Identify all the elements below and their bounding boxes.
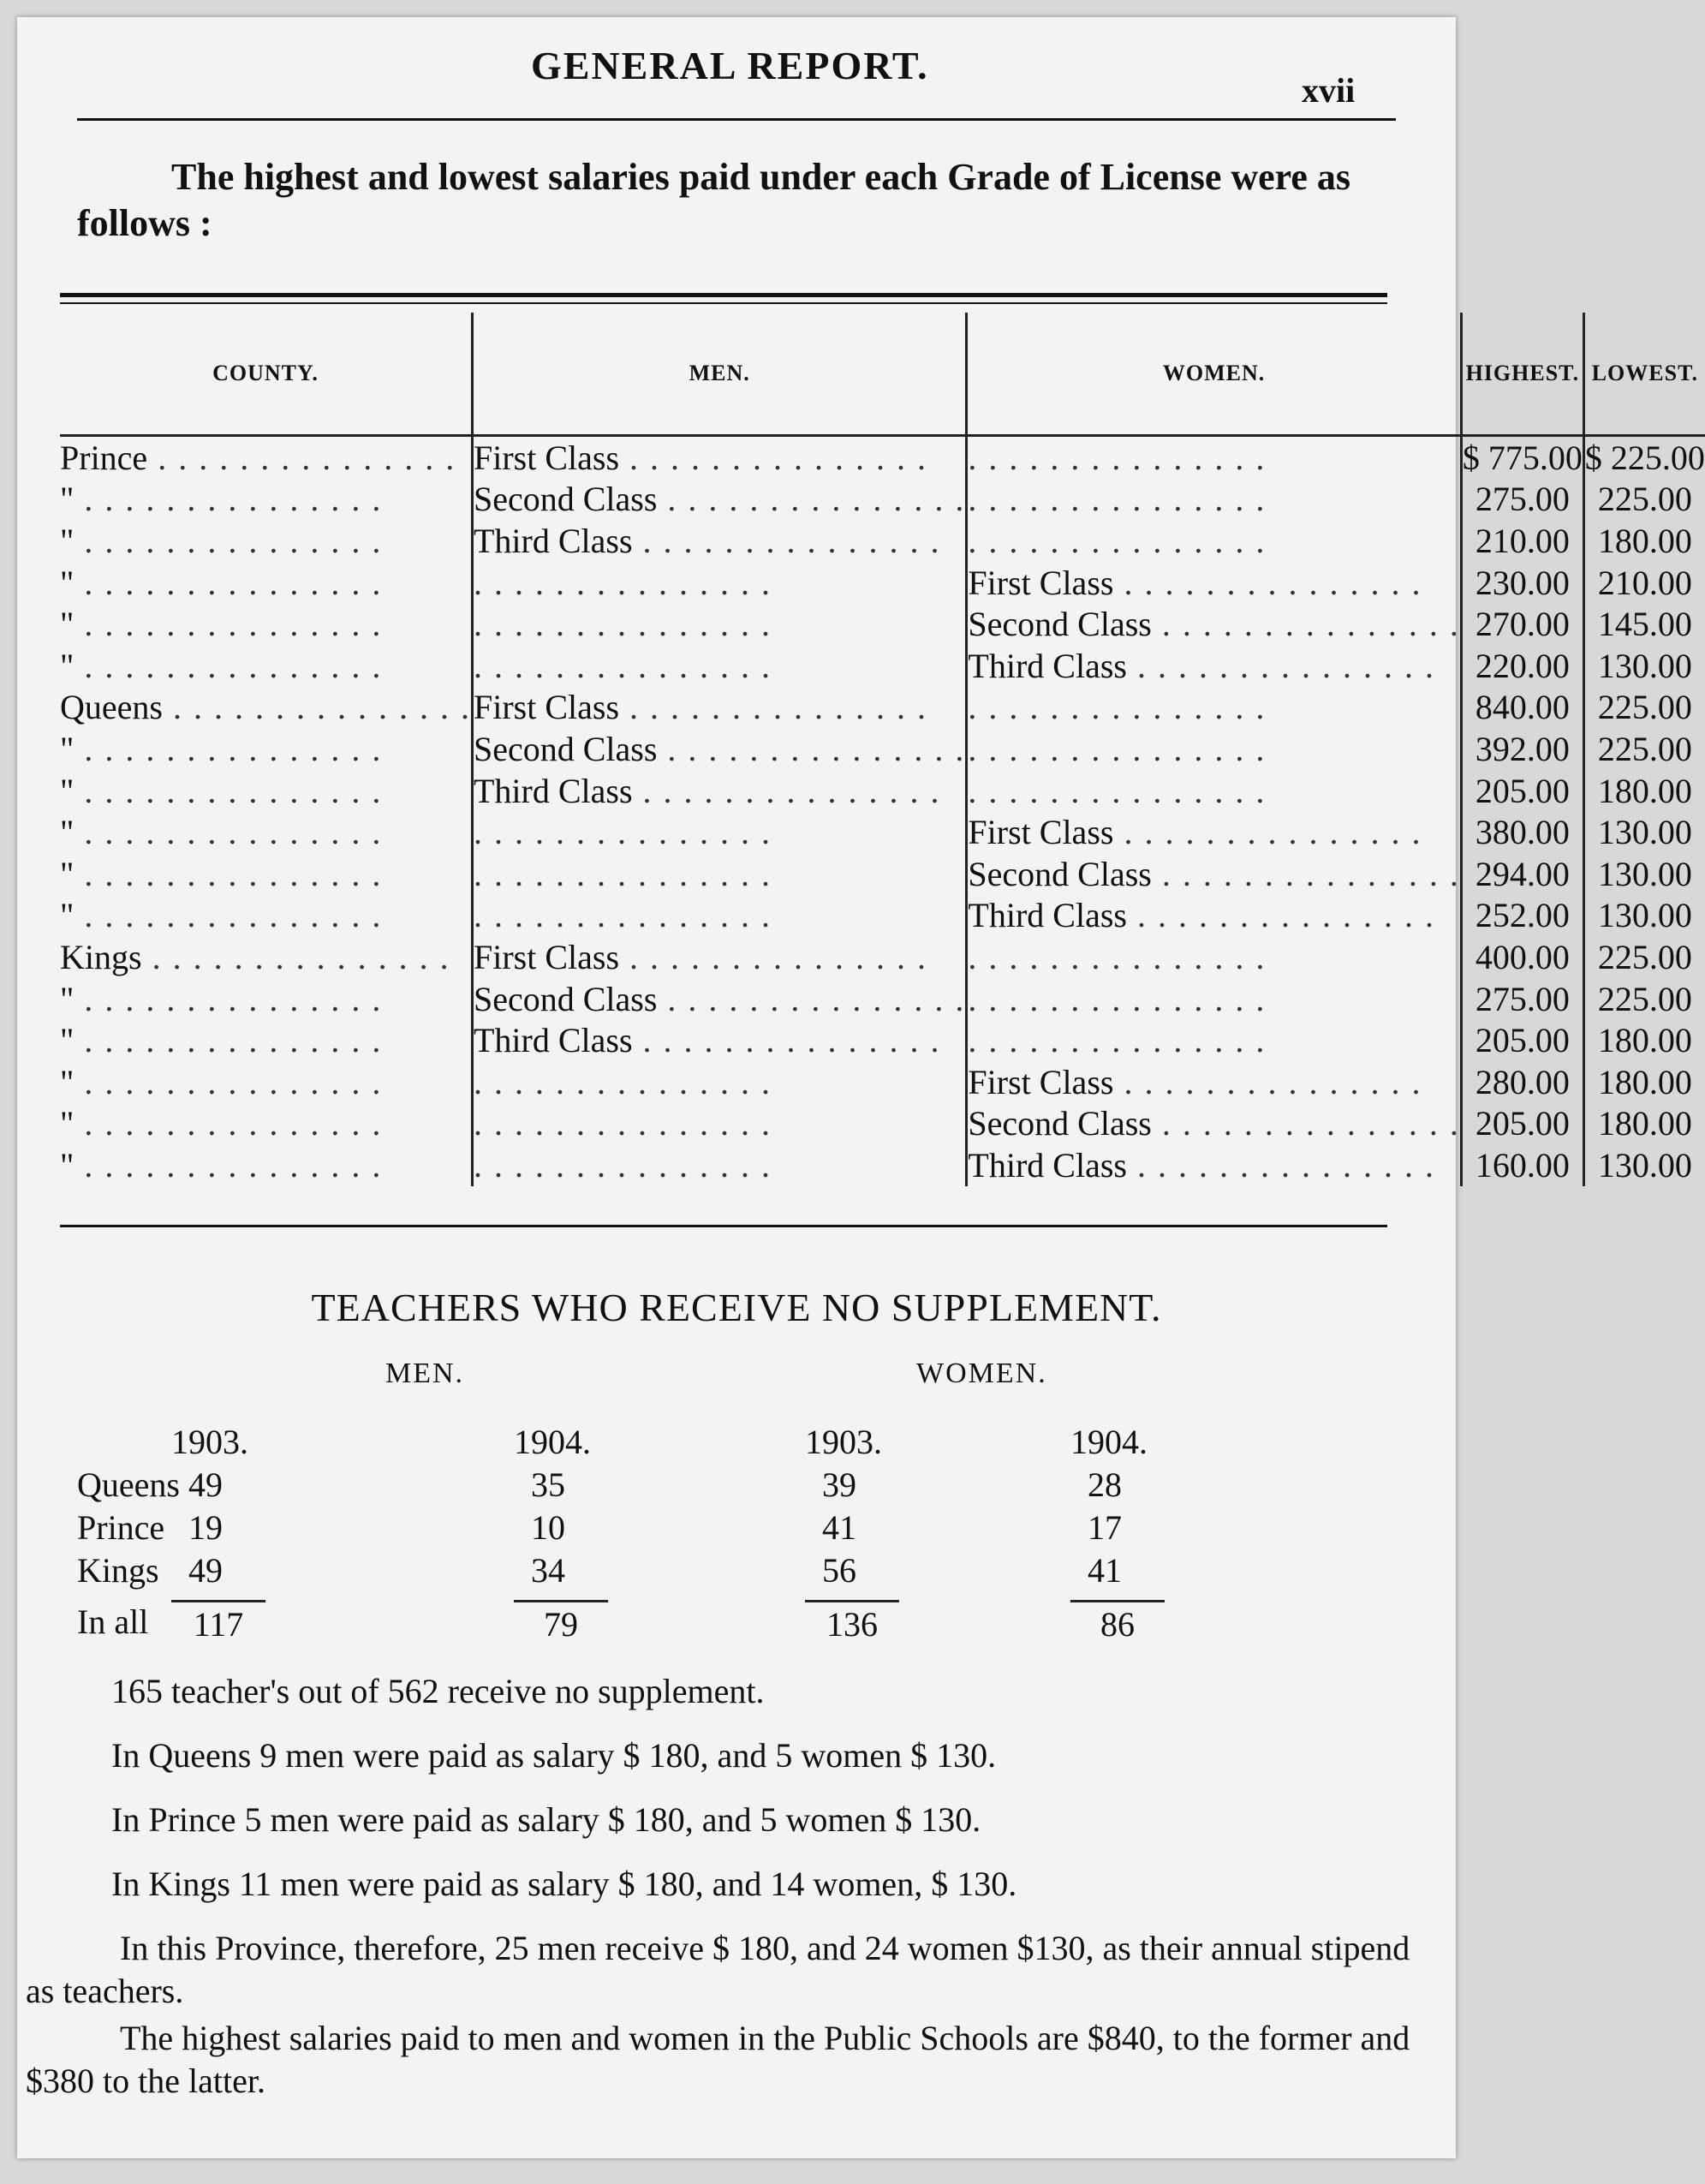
women-grade-cell-text: Third Class: [968, 896, 1127, 935]
leader-dots: . . . . . . . . . . . . . . .: [74, 813, 383, 852]
men-grade-cell-text: Second Class: [473, 480, 658, 519]
men-grade-cell: [472, 687, 966, 729]
women-grade-cell: [967, 895, 1461, 937]
men-grade-cell: [472, 728, 966, 770]
women-grade-cell-text: First Class: [968, 1062, 1114, 1101]
highest-salary-cell: [1461, 1061, 1583, 1103]
county-cell-text: ": [60, 1145, 75, 1184]
summary-paragraph: The highest salaries paid to men and women in the Public Schools are $840, to the former and $380 to the latter.: [26, 2019, 1410, 2100]
leader-dots: . . . . . . . . . . . . . . .: [619, 937, 928, 976]
count-cell: 39: [822, 1465, 856, 1504]
table-row: [60, 645, 1705, 687]
count-cell: 17: [1088, 1508, 1122, 1547]
year-heading: 1903.: [805, 1423, 882, 1461]
county-cell: [60, 728, 472, 770]
county-cell-text: Queens: [60, 688, 163, 727]
women-grade-cell: [967, 687, 1461, 729]
lowest-salary-cell: [1583, 811, 1705, 853]
lowest-salary-cell: [1583, 853, 1705, 895]
leader-dots: . . . . . . . . . . . . . . .: [968, 771, 1267, 810]
women-grade-cell-text: Third Class: [968, 646, 1127, 685]
lowest-salary-cell: [1583, 770, 1705, 812]
lowest-salary-cell: [1583, 645, 1705, 687]
document-page: [17, 17, 1705, 2158]
count-cell: 49: [188, 1465, 223, 1504]
highest-salary-cell-text: 205.00: [1475, 1104, 1570, 1143]
women-grade-cell-text: Third Class: [968, 1145, 1127, 1184]
summary-paragraph: In Prince 5 men were paid as salary $ 180, and 5 women $ 130.: [111, 1800, 981, 1839]
women-grade-cell: [967, 479, 1461, 521]
lowest-salary-cell: [1583, 978, 1705, 1020]
highest-salary-cell: [1461, 895, 1583, 937]
leader-dots: . . . . . . . . . . . . . . .: [473, 854, 772, 893]
lowest-salary-cell-text: 130.00: [1597, 854, 1692, 893]
men-grade-cell-text: Third Class: [473, 1021, 633, 1060]
leader-dots: . . . . . . . . . . . . . . .: [74, 605, 383, 644]
women-grade-cell: [967, 562, 1461, 604]
table-row: [60, 687, 1705, 729]
highest-salary-cell: [1461, 811, 1583, 853]
highest-salary-cell-text: 275.00: [1475, 480, 1570, 519]
highest-salary-cell: [1461, 1103, 1583, 1145]
column-header-highest: HIGHEST.: [1461, 313, 1583, 436]
women-grade-cell: [967, 936, 1461, 978]
leader-dots: . . . . . . . . . . . . . . .: [473, 1145, 772, 1184]
highest-salary-cell-text: 400.00: [1475, 937, 1570, 976]
county-cell-text: ": [60, 480, 75, 519]
county-cell: [60, 895, 472, 937]
lowest-salary-cell: [1583, 1061, 1705, 1103]
leader-dots: . . . . . . . . . . . . . . .: [657, 480, 966, 519]
highest-salary-cell-text: 160.00: [1475, 1145, 1570, 1184]
women-grade-cell: [967, 1061, 1461, 1103]
leader-dots: . . . . . . . . . . . . . . .: [74, 646, 383, 685]
women-grade-cell: [967, 436, 1461, 479]
county-cell-text: ": [60, 605, 75, 644]
leader-dots: . . . . . . . . . . . . . . .: [473, 1062, 772, 1101]
leader-dots: . . . . . . . . . . . . . . .: [74, 1104, 383, 1143]
highest-salary-cell-text: 205.00: [1475, 771, 1570, 810]
women-grade-cell: [967, 603, 1461, 645]
leader-dots: . . . . . . . . . . . . . . .: [74, 896, 383, 935]
highest-salary-cell: [1461, 479, 1583, 521]
header-rule: [77, 118, 1396, 121]
column-header-lowest: LOWEST.: [1583, 313, 1705, 436]
count-cell: 10: [531, 1508, 565, 1547]
leader-dots: . . . . . . . . . . . . . . .: [968, 937, 1267, 976]
highest-salary-cell-text: 280.00: [1475, 1062, 1570, 1101]
men-grade-cell: [472, 645, 966, 687]
leader-dots: . . . . . . . . . . . . . . .: [74, 1145, 383, 1184]
table-row: [60, 603, 1705, 645]
men-grade-cell: [472, 436, 966, 479]
county-cell-text: Kings: [60, 937, 142, 976]
lowest-salary-cell-text: 225.00: [1597, 937, 1692, 976]
men-grade-cell-text: Second Class: [473, 729, 658, 768]
leader-dots: . . . . . . . . . . . . . . .: [74, 854, 383, 893]
summary-paragraph: In Queens 9 men were paid as salary $ 180, and 5 women $ 130.: [111, 1736, 997, 1775]
page-header-title: GENERAL REPORT.: [531, 44, 929, 87]
highest-salary-cell-text: 270.00: [1475, 605, 1570, 644]
lowest-salary-cell: [1583, 603, 1705, 645]
highest-salary-cell-text: $ 775.00: [1462, 438, 1583, 477]
lowest-salary-cell-text: 180.00: [1597, 521, 1692, 560]
lowest-salary-cell-text: 130.00: [1597, 646, 1692, 685]
women-grade-cell: [967, 1103, 1461, 1145]
leader-dots: . . . . . . . . . . . . . . .: [1126, 646, 1435, 685]
highest-salary-cell-text: 840.00: [1475, 688, 1570, 727]
men-grade-cell: [472, 811, 966, 853]
lowest-salary-cell: [1583, 562, 1705, 604]
leader-dots: . . . . . . . . . . . . . . .: [473, 813, 772, 852]
county-cell: [60, 687, 472, 729]
summary-paragraph: In this Province, therefore, 25 men receive $ 180, and 24 women $130, as their annual stipend as teachers.: [26, 1929, 1410, 2010]
men-grade-cell: [472, 1061, 966, 1103]
leader-dots: . . . . . . . . . . . . . . .: [1151, 854, 1460, 893]
table-row: [60, 1019, 1705, 1061]
page-number: xvii: [1302, 71, 1356, 110]
leader-dots: . . . . . . . . . . . . . . .: [1113, 1062, 1422, 1101]
total-label: In all: [77, 1602, 149, 1641]
total-cell: 86: [1070, 1600, 1165, 1644]
lowest-salary-cell-text: 225.00: [1597, 688, 1692, 727]
lowest-salary-cell-text: 180.00: [1597, 1062, 1692, 1101]
highest-salary-cell: [1461, 603, 1583, 645]
highest-salary-cell: [1461, 1019, 1583, 1061]
lowest-salary-cell-text: 210.00: [1597, 563, 1692, 602]
leader-dots: . . . . . . . . . . . . . . .: [657, 979, 966, 1018]
leader-dots: . . . . . . . . . . . . . . .: [141, 937, 450, 976]
count-cell: 56: [822, 1551, 856, 1590]
leader-dots: . . . . . . . . . . . . . . .: [632, 1021, 941, 1060]
highest-salary-cell-text: 210.00: [1475, 521, 1570, 560]
lowest-salary-cell: [1583, 436, 1705, 479]
women-grade-cell-text: First Class: [968, 563, 1114, 602]
highest-salary-cell: [1461, 978, 1583, 1020]
county-cell-text: Prince: [60, 438, 148, 477]
county-cell: [60, 1144, 472, 1186]
men-grade-cell-text: Third Class: [473, 771, 633, 810]
table-row: [60, 853, 1705, 895]
lowest-salary-cell-text: 180.00: [1597, 771, 1692, 810]
leader-dots: . . . . . . . . . . . . . . .: [1151, 605, 1460, 644]
county-cell: [60, 479, 472, 521]
men-grade-cell: [472, 562, 966, 604]
leader-dots: . . . . . . . . . . . . . . .: [1151, 1104, 1460, 1143]
table-top-rule: [60, 293, 1387, 297]
highest-salary-cell: [1461, 687, 1583, 729]
count-cell: 34: [531, 1551, 565, 1590]
table-row: [60, 728, 1705, 770]
lowest-salary-cell: [1583, 895, 1705, 937]
count-cell: 35: [531, 1465, 565, 1504]
table-row: [60, 520, 1705, 562]
women-grade-cell-text: Second Class: [968, 1104, 1152, 1143]
leader-dots: . . . . . . . . . . . . . . .: [74, 521, 383, 560]
column-header-women: WOMEN.: [967, 313, 1461, 436]
women-grade-cell: [967, 645, 1461, 687]
lowest-salary-cell: [1583, 687, 1705, 729]
table-top-rule-thin: [60, 302, 1387, 304]
leader-dots: . . . . . . . . . . . . . . .: [473, 605, 772, 644]
county-cell-text: ": [60, 521, 75, 560]
leader-dots: . . . . . . . . . . . . . . .: [473, 896, 772, 935]
table-row: [60, 1144, 1705, 1186]
county-cell: [60, 978, 472, 1020]
leader-dots: . . . . . . . . . . . . . . .: [968, 1021, 1267, 1060]
leader-dots: . . . . . . . . . . . . . . .: [1126, 1145, 1435, 1184]
county-label: Prince: [77, 1508, 165, 1547]
lowest-salary-cell-text: 130.00: [1597, 1145, 1692, 1184]
men-grade-cell: [472, 520, 966, 562]
table-row: [60, 895, 1705, 937]
women-grade-cell: [967, 1144, 1461, 1186]
county-cell: [60, 603, 472, 645]
leader-dots: . . . . . . . . . . . . . . .: [657, 729, 966, 768]
leader-dots: . . . . . . . . . . . . . . .: [1113, 563, 1422, 602]
county-cell-text: ": [60, 979, 75, 1018]
table-row: [60, 936, 1705, 978]
highest-salary-cell: [1461, 728, 1583, 770]
total-cell: 79: [514, 1600, 608, 1644]
leader-dots: . . . . . . . . . . . . . . .: [147, 438, 456, 477]
salary-table-header-row: [60, 313, 1705, 436]
men-grade-cell: [472, 1144, 966, 1186]
leader-dots: . . . . . . . . . . . . . . .: [162, 688, 471, 727]
highest-salary-cell-text: 220.00: [1475, 646, 1570, 685]
county-cell: [60, 1019, 472, 1061]
county-cell: [60, 936, 472, 978]
county-label: Kings: [77, 1551, 159, 1590]
lowest-salary-cell-text: 225.00: [1597, 729, 1692, 768]
highest-salary-cell: [1461, 936, 1583, 978]
leader-dots: . . . . . . . . . . . . . . .: [968, 521, 1267, 560]
county-cell: [60, 853, 472, 895]
lowest-salary-cell-text: 225.00: [1597, 480, 1692, 519]
leader-dots: . . . . . . . . . . . . . . .: [619, 438, 928, 477]
women-grade-cell: [967, 853, 1461, 895]
highest-salary-cell-text: 230.00: [1475, 563, 1570, 602]
women-grade-cell-text: Second Class: [968, 854, 1152, 893]
highest-salary-cell-text: 380.00: [1475, 813, 1570, 852]
highest-salary-cell: [1461, 770, 1583, 812]
county-cell-text: ": [60, 563, 75, 602]
women-grade-cell-text: First Class: [968, 813, 1114, 852]
men-grade-cell-text: First Class: [473, 438, 620, 477]
leader-dots: . . . . . . . . . . . . . . .: [968, 480, 1267, 519]
men-grade-cell: [472, 936, 966, 978]
county-cell-text: ": [60, 1021, 75, 1060]
women-grade-cell: [967, 728, 1461, 770]
leader-dots: . . . . . . . . . . . . . . .: [74, 480, 383, 519]
leader-dots: . . . . . . . . . . . . . . .: [74, 1062, 383, 1101]
table-row: [60, 562, 1705, 604]
lowest-salary-cell: [1583, 1103, 1705, 1145]
table-row: [60, 811, 1705, 853]
table-row: [60, 436, 1705, 479]
men-grade-cell-text: First Class: [473, 688, 620, 727]
count-cell: 28: [1088, 1465, 1122, 1504]
leader-dots: . . . . . . . . . . . . . . .: [968, 729, 1267, 768]
lowest-salary-cell-text: 130.00: [1597, 896, 1692, 935]
men-grade-cell: [472, 770, 966, 812]
women-grade-cell: [967, 520, 1461, 562]
count-cell: 41: [1088, 1551, 1122, 1590]
county-cell: [60, 770, 472, 812]
total-cell: 117: [171, 1600, 265, 1644]
county-cell: [60, 520, 472, 562]
lowest-salary-cell: [1583, 936, 1705, 978]
county-cell-text: ": [60, 729, 75, 768]
men-grade-cell: [472, 1103, 966, 1145]
lowest-salary-cell: [1583, 728, 1705, 770]
lowest-salary-cell: [1583, 479, 1705, 521]
leader-dots: . . . . . . . . . . . . . . .: [632, 521, 941, 560]
highest-salary-cell: [1461, 1144, 1583, 1186]
highest-salary-cell-text: 275.00: [1475, 979, 1570, 1018]
leader-dots: . . . . . . . . . . . . . . .: [619, 688, 928, 727]
leader-dots: . . . . . . . . . . . . . . .: [74, 1021, 383, 1060]
leader-dots: . . . . . . . . . . . . . . .: [473, 646, 772, 685]
table-bottom-rule: [60, 1225, 1387, 1227]
women-heading: WOMEN.: [916, 1358, 1047, 1389]
count-cell: 41: [822, 1508, 856, 1547]
men-grade-cell: [472, 603, 966, 645]
county-cell: [60, 1103, 472, 1145]
leader-dots: . . . . . . . . . . . . . . .: [74, 771, 383, 810]
women-grade-cell: [967, 1019, 1461, 1061]
lowest-salary-cell-text: $ 225.00: [1584, 438, 1705, 477]
year-heading: 1904.: [514, 1423, 591, 1461]
leader-dots: . . . . . . . . . . . . . . .: [1126, 896, 1435, 935]
women-grade-cell-text: Second Class: [968, 605, 1152, 644]
men-grade-cell-text: Second Class: [473, 979, 658, 1018]
no-supplement-title: TEACHERS WHO RECEIVE NO SUPPLEMENT.: [311, 1286, 1162, 1329]
county-cell: [60, 1061, 472, 1103]
lowest-salary-cell-text: 145.00: [1597, 605, 1692, 644]
county-cell-text: ": [60, 896, 75, 935]
county-cell: [60, 811, 472, 853]
women-grade-cell: [967, 978, 1461, 1020]
highest-salary-cell: [1461, 562, 1583, 604]
table-row: [60, 479, 1705, 521]
county-cell-text: ": [60, 646, 75, 685]
highest-salary-cell-text: 392.00: [1475, 729, 1570, 768]
women-grade-cell: [967, 770, 1461, 812]
men-grade-cell: [472, 853, 966, 895]
leader-dots: . . . . . . . . . . . . . . .: [74, 729, 383, 768]
total-cell: 136: [805, 1600, 899, 1644]
salary-table: [60, 313, 1705, 1186]
lowest-salary-cell-text: 180.00: [1597, 1021, 1692, 1060]
year-heading: 1904.: [1070, 1423, 1148, 1461]
summary-paragraph: 165 teacher's out of 562 receive no supplement.: [111, 1672, 765, 1710]
lowest-salary-cell: [1583, 1144, 1705, 1186]
highest-salary-cell: [1461, 436, 1583, 479]
men-grade-cell-text: Third Class: [473, 521, 633, 560]
lowest-salary-cell-text: 225.00: [1597, 979, 1692, 1018]
county-cell: [60, 436, 472, 479]
county-cell-text: ": [60, 813, 75, 852]
highest-salary-cell: [1461, 645, 1583, 687]
men-grade-cell-text: First Class: [473, 937, 620, 976]
leader-dots: . . . . . . . . . . . . . . .: [1113, 813, 1422, 852]
county-cell-text: ": [60, 1062, 75, 1101]
count-cell: 19: [188, 1508, 223, 1547]
lowest-salary-cell-text: 130.00: [1597, 813, 1692, 852]
table-row: [60, 1103, 1705, 1145]
lowest-salary-cell-text: 180.00: [1597, 1104, 1692, 1143]
year-heading: 1903.: [171, 1423, 248, 1461]
leader-dots: . . . . . . . . . . . . . . .: [473, 563, 772, 602]
leader-dots: . . . . . . . . . . . . . . .: [968, 688, 1267, 727]
leader-dots: . . . . . . . . . . . . . . .: [74, 979, 383, 1018]
men-heading: MEN.: [385, 1358, 465, 1389]
highest-salary-cell-text: 205.00: [1475, 1021, 1570, 1060]
leader-dots: . . . . . . . . . . . . . . .: [74, 563, 383, 602]
highest-salary-cell-text: 294.00: [1475, 854, 1570, 893]
highest-salary-cell-text: 252.00: [1475, 896, 1570, 935]
county-cell: [60, 562, 472, 604]
highest-salary-cell: [1461, 853, 1583, 895]
leader-dots: . . . . . . . . . . . . . . .: [968, 979, 1267, 1018]
highest-salary-cell: [1461, 520, 1583, 562]
men-grade-cell: [472, 895, 966, 937]
leader-dots: . . . . . . . . . . . . . . .: [473, 1104, 772, 1143]
column-header-county: COUNTY.: [60, 313, 472, 436]
table-row: [60, 1061, 1705, 1103]
table-row: [60, 770, 1705, 812]
county-cell: [60, 645, 472, 687]
lowest-salary-cell: [1583, 1019, 1705, 1061]
lowest-salary-cell: [1583, 520, 1705, 562]
salary-table-body: [60, 436, 1705, 1186]
table-row: [60, 978, 1705, 1020]
count-cell: 49: [188, 1551, 223, 1590]
men-grade-cell: [472, 978, 966, 1020]
county-label: Queens: [77, 1465, 180, 1504]
summary-paragraph: In Kings 11 men were paid as salary $ 180, and 14 women, $ 130.: [111, 1865, 1017, 1903]
leader-dots: . . . . . . . . . . . . . . .: [632, 771, 941, 810]
leader-dots: . . . . . . . . . . . . . . .: [968, 438, 1267, 477]
women-grade-cell: [967, 811, 1461, 853]
column-header-men: MEN.: [472, 313, 966, 436]
men-grade-cell: [472, 479, 966, 521]
intro-text: The highest and lowest salaries paid under each Grade of License were as follows :: [77, 156, 1351, 244]
men-grade-cell: [472, 1019, 966, 1061]
county-cell-text: ": [60, 771, 75, 810]
county-cell-text: ": [60, 854, 75, 893]
county-cell-text: ": [60, 1104, 75, 1143]
